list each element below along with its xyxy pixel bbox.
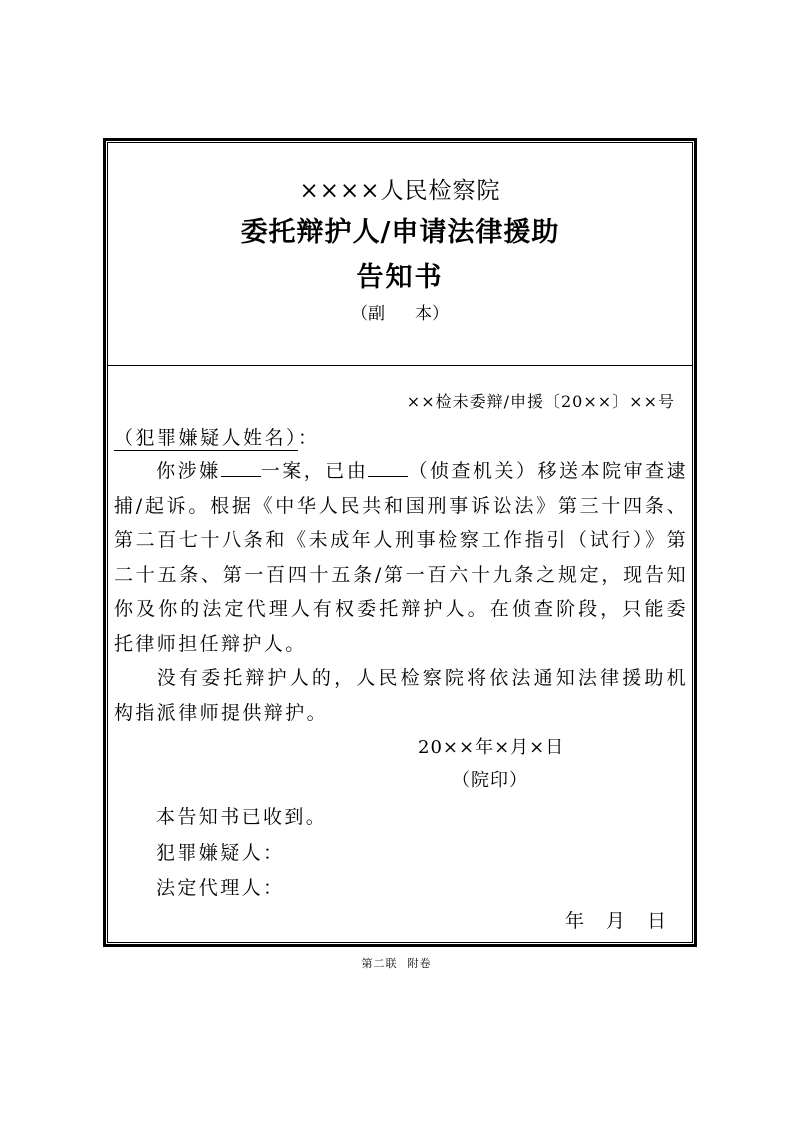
footer-part: 第二联 <box>361 957 398 970</box>
para1-part-b: 一案，已由 <box>260 460 369 482</box>
header-divider <box>107 365 693 366</box>
para1-part-a: 你涉嫌 <box>156 460 221 482</box>
footer-note <box>0 955 793 971</box>
receipt-date <box>565 906 688 933</box>
receipt-month: 月 <box>606 910 626 932</box>
receipt-year: 年 <box>565 910 585 932</box>
issue-date: 20××年×月×日 <box>418 737 565 758</box>
receipt-acknowledgement: 本告知书已收到。 <box>156 806 328 828</box>
notice-paragraph-1 <box>114 454 688 661</box>
para2-text: 没有委托辩护人的，人民检察院将依法通知法律援助机构指派律师提供辩护。 <box>114 667 688 724</box>
investigation-organ-blank <box>368 460 408 477</box>
procuratorate-name: ××××人民检察院 <box>299 178 501 204</box>
addressee-line <box>114 421 320 456</box>
charge-blank <box>221 460 261 477</box>
notice-paragraph-2 <box>114 661 688 730</box>
receipt-day: 日 <box>647 910 667 932</box>
addressee-colon: ： <box>298 427 320 449</box>
document-number: ××检未委辩/申援〔20××〕××号 <box>406 392 675 411</box>
para1-part-c: （侦查机关）移送本院审查逮捕/起诉。根据《中华人民共和国刑事诉讼法》第三十四条、第二百七十八条和《未成年人刑事检察工作指引（试行）》第二十五条、第一百四十五条/第一百六十九条之规定，现告知你及你的法定代理人有权委托辩护人。在侦查阶段，只能委托律师担任辩护人。 <box>114 460 689 655</box>
suspect-name-field: （犯罪嫌疑人姓名） <box>114 427 299 449</box>
guardian-signature-label: 法定代理人： <box>156 877 285 899</box>
copy-label-right: 本） <box>415 304 449 324</box>
court-seal: （院印） <box>452 770 528 791</box>
copy-label <box>107 299 693 324</box>
document-title-line2: 告知书 <box>356 262 444 293</box>
document-title-line1: 委托辩护人/申请法律援助 <box>240 217 560 248</box>
suspect-signature-label: 犯罪嫌疑人： <box>156 842 285 864</box>
footer-archive: 附卷 <box>407 957 432 970</box>
copy-label-left: （副 <box>351 304 385 324</box>
